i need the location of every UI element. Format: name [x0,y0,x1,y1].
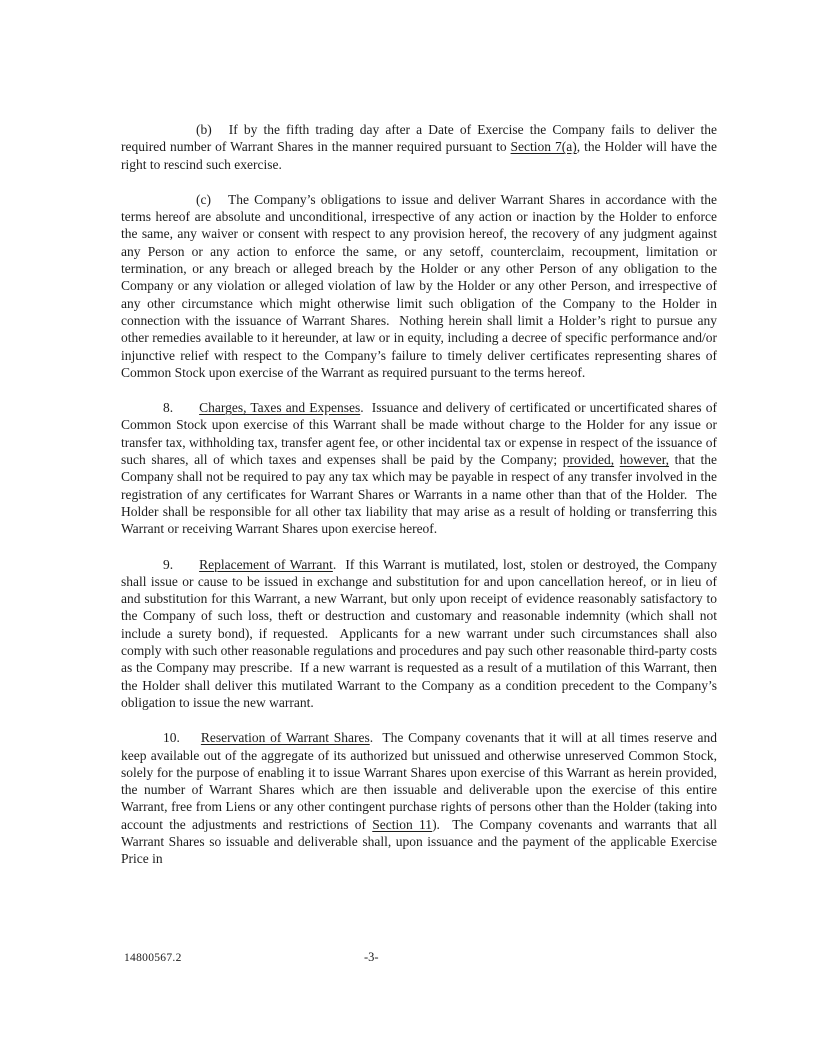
text-run: The Company’s obligations to issue and deliver Warrant Shares in accordance with the terms hereof are absolute and unconditional, irrespective of any action or inaction by the Holder to enforce the same, any waiver or consent with respect to any provision hereof, the recovery of any judgment against any Person or any action to enforce the same, or any setoff, counterclaim, recoupment, limitation or termination, or any breach or alleged breach by the Holder or any other Person of any obligation to the Company or any violation or alleged violation of law by the Holder or any other Person, and irrespective of any other circumstance which might otherwise limit such obligation of the Company to the Holder in connection with the issuance of Warrant Shares. Nothing herein shall limit a Holder’s right to pursue any other remedies available to it hereunder, at law or in equity, including a decree of specific performance and/or injunctive relief with respect to the Company’s failure to timely deliver certificates representing shares of Common Stock upon exercise of the Warrant as required pursuant to the terms hereof. [121,191,717,380]
text-run: If by the fifth trading day after a Date of Exercise the Company fails to deliver the required number of Warrant Shares in the manner required pursuant to [121,122,717,155]
tab-spacer [212,133,229,134]
tab-spacer [173,411,199,412]
footer-doc-number: 14800567.2 [124,952,182,964]
underlined-text: however, [619,452,670,468]
text-run: . Issuance and delivery of certificated or uncertificated shares of Common Stock upon exercise of this Warrant shall be made without charge to the Holder for any issue or transfer tax, withholding tax, transfer agent fee, or other incidental tax or expense in respect of the issuance of such shares, all of which taxes and expenses shall be paid by the Company; [121,400,717,468]
tab-spacer [173,568,199,569]
text-run: (b) [196,122,212,137]
section-10-reservation-of-warrant-shares [121,729,717,867]
tab-spacer [211,203,228,204]
text-run: , the Holder will have the right to rescind such exercise. [121,139,717,172]
section-9-replacement-of-warrant [121,556,717,712]
underlined-text: provided, [562,452,615,468]
tab-spacer [180,741,201,742]
paragraph-7c [121,191,717,381]
footer-page-number: -3- [364,950,379,964]
text-run: . If this Warrant is mutilated, lost, stolen or destroyed, the Company shall issue or cause to be issued in exchange and substitution for and upon cancellation hereof, or in lieu of and substitution for this Warrant, a new Warrant, but only upon receipt of evidence reasonably satisfactory to the Company of such loss, theft or destruction and customary and reasonable indemnity (which shall not include a surety bond), if requested. Applicants for a new warrant under such circumstances shall also comply with such other reasonable regulations and procedures and pay such other reasonable third-party costs as the Company may prescribe. If a new warrant is requested as a result of a mutilation of this Warrant, then the Holder shall deliver this mutilated Warrant to the Company as a condition precedent to the Company’s obligation to issue the new warrant. [121,556,717,710]
text-run: 8. [163,400,174,416]
underlined-text: Replacement of Warrant [199,556,333,572]
underlined-text: Reservation of Warrant Shares [200,730,370,746]
document-body [121,121,717,886]
section-8-charges-taxes-expenses [121,399,717,537]
text-run: . The Company covenants that it will at all times reserve and keep available out of the aggregate of its authorized but unissued and otherwise unreserved Common Stock, solely for the purpose of enabling it to issue Warrant Shares upon exercise of this Warrant as herein provided, the number of Warrant Shares which are then issuable and deliverable upon the exercise of this entire Warrant, free from Liens or any other contingent purchase rights of persons other than the Holder (taking into account the adjustments and restrictions of [121,730,717,832]
underlined-text: Charges, Taxes and Expenses [199,400,361,416]
text-run: 10. [163,730,180,746]
text-run: ). The Company covenants and warrants that all Warrant Shares so issuable and deliverable shall, upon issuance and the payment of the applicable Exercise Price in [121,816,717,867]
text-run: that the Company shall not be required to pay any tax which may be payable in respect of any transfer involved in the registration of any certificates for Warrant Shares or Warrants in a name other than that of the Holder. The Holder shall be responsible for all other tax liability that may arise as a result of holding or transferring this Warrant or receiving Warrant Shares upon exercise hereof. [121,452,717,537]
paragraph-7b [121,121,717,173]
underlined-text: Section 11 [372,816,433,832]
underlined-text: Section 7(a) [510,139,577,155]
text-run: (c) [196,191,211,207]
text-run: 9. [163,556,174,572]
